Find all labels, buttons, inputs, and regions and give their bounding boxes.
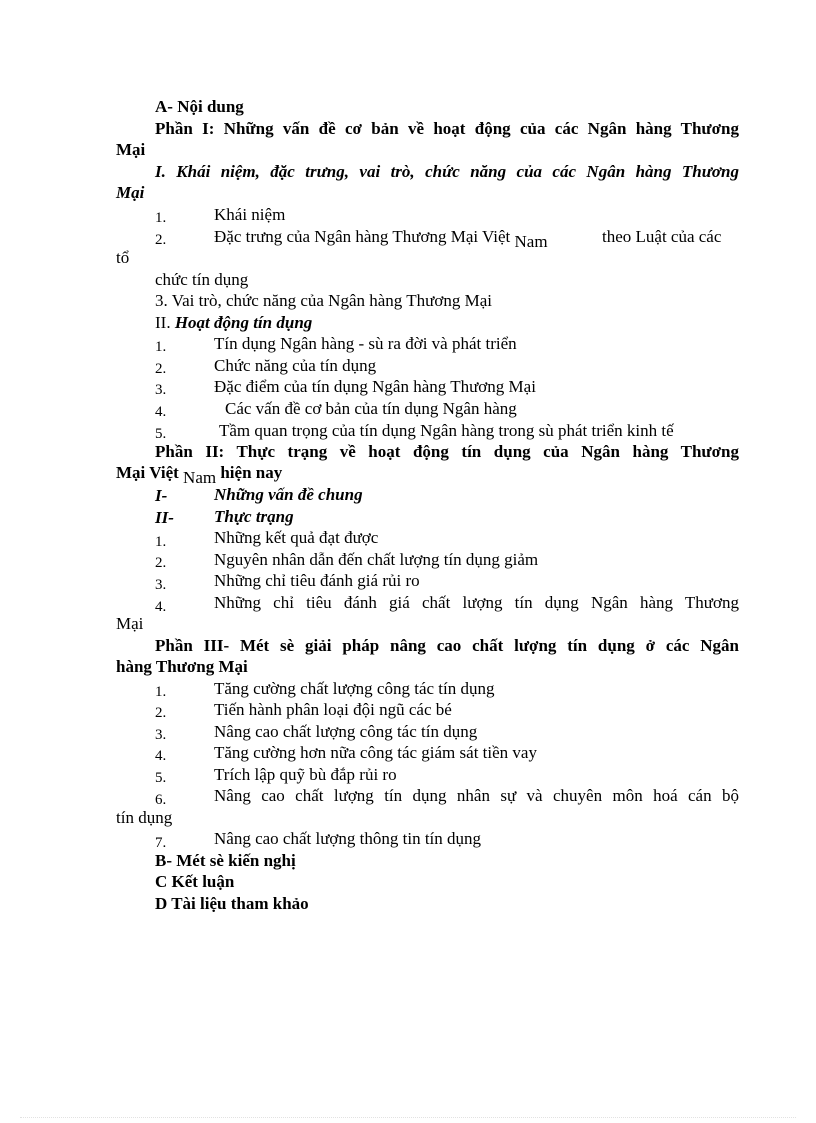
list-number: 5.	[155, 426, 167, 442]
list-item: Tăng cường chất lượng công tác tín dụng	[214, 679, 495, 698]
part2-line2-end: hiện nay	[220, 463, 283, 482]
list-number: 2.	[155, 555, 167, 571]
p2-head-title: Thực trạng	[214, 507, 294, 526]
list-item-wrap: chức tín dụng	[155, 270, 249, 289]
list-item-wrap: tín dụng	[116, 808, 173, 827]
list-number: 4.	[155, 599, 167, 615]
sec2-heading	[155, 312, 312, 333]
subscript-text: Nam	[183, 468, 217, 487]
section-b-title: B- Mét sè kiến nghị	[155, 851, 296, 870]
list-item: Trích lập quỹ bù đắp rủi ro	[214, 765, 397, 784]
list-number: 4.	[155, 404, 167, 420]
part1-heading-line1: Phần I: Những vấn đề cơ bản về hoạt động của các Ngân hàng Thương	[155, 119, 739, 138]
list-item: Những chỉ tiêu đánh giá chất lượng tín dụng Ngân hàng Thương	[214, 593, 739, 612]
sec1-heading-line2: Mại	[116, 183, 145, 202]
part3-heading-line1: Phần III- Mét sè giải pháp nâng cao chất lượng tín dụng ở các Ngân	[155, 636, 739, 655]
list-item-wrap: tổ	[116, 248, 130, 267]
part1-heading-line2: Mại	[116, 140, 146, 159]
list-item: Nâng cao chất lượng thông tin tín dụng	[214, 829, 482, 848]
subscript-text: Nam	[514, 232, 548, 251]
p2-head-number: I-	[155, 486, 168, 505]
list-number: 6.	[155, 792, 167, 808]
list-number: 1.	[155, 339, 167, 355]
list-item: Chức năng của tín dụng	[214, 356, 377, 375]
section-a-title: A- Nội dung	[155, 97, 244, 116]
sec2-number: II.	[155, 313, 171, 332]
part2-heading-line1: Phần II: Thực trạng về hoạt động tín dụng của Ngân hàng Thương	[155, 442, 739, 461]
list-number: 7.	[155, 835, 167, 851]
list-item	[214, 226, 548, 251]
list-item: 3. Vai trò, chức năng của Ngân hàng Thương Mại	[155, 291, 492, 310]
list-item: Những chỉ tiêu đánh giá rủi ro	[214, 571, 420, 590]
section-c-title: C Kết luận	[155, 872, 235, 891]
p2-head-title: Những vấn đề chung	[214, 485, 363, 504]
list-number: 1.	[155, 684, 167, 700]
list-item: Khái niệm	[214, 205, 286, 224]
page-bottom-border	[20, 1117, 796, 1118]
sec2-title: Hoạt động tín dụng	[174, 313, 313, 332]
p2-head-number: II-	[155, 508, 174, 527]
list-item: Những kết quả đạt được	[214, 528, 379, 547]
list-number: 5.	[155, 770, 167, 786]
part2-line2-text: Mại Việt	[116, 463, 179, 482]
list-number: 3.	[155, 577, 167, 593]
list-number: 2.	[155, 705, 167, 721]
list-item-wrap: Mại	[116, 614, 144, 633]
list-number: 3.	[155, 382, 167, 398]
list-number: 3.	[155, 727, 167, 743]
list-item: Tiến hành phân loại đội ngũ các bé	[214, 700, 452, 719]
list-item: Nguyên nhân dẫn đến chất lượng tín dụng giảm	[214, 550, 539, 569]
list-number: 2.	[155, 361, 167, 377]
list-item-text: Đặc trưng của Ngân hàng Thương Mại Việt	[214, 227, 511, 246]
list-item: Tầm quan trọng của tín dụng Ngân hàng trong sù phát triển kinh tế	[219, 421, 674, 440]
list-item: Tín dụng Ngân hàng - sù ra đời và phát triển	[214, 334, 517, 353]
list-number: 1.	[155, 534, 167, 550]
list-item: Đặc điểm của tín dụng Ngân hàng Thương Mại	[214, 377, 536, 396]
list-number: 2.	[155, 232, 167, 248]
part3-heading-line2: hàng Thương Mại	[116, 657, 248, 676]
section-d-title: D Tài liệu tham khảo	[155, 894, 309, 913]
list-number: 1.	[155, 210, 167, 226]
list-item: Các vấn đề cơ bản của tín dụng Ngân hàng	[225, 399, 517, 418]
list-number: 4.	[155, 748, 167, 764]
list-item: Nâng cao chất lượng tín dụng nhân sự và chuyên môn hoá cán bộ	[214, 786, 739, 805]
list-item-continuation: theo Luật của các	[602, 227, 722, 246]
list-item: Nâng cao chất lượng công tác tín dụng	[214, 722, 478, 741]
sec1-heading-line1: I. Khái niệm, đặc trưng, vai trò, chức năng của các Ngân hàng Thương	[155, 162, 739, 181]
part2-heading-line2	[116, 462, 283, 487]
list-item: Tăng cường hơn nữa công tác giám sát tiền vay	[214, 743, 537, 762]
